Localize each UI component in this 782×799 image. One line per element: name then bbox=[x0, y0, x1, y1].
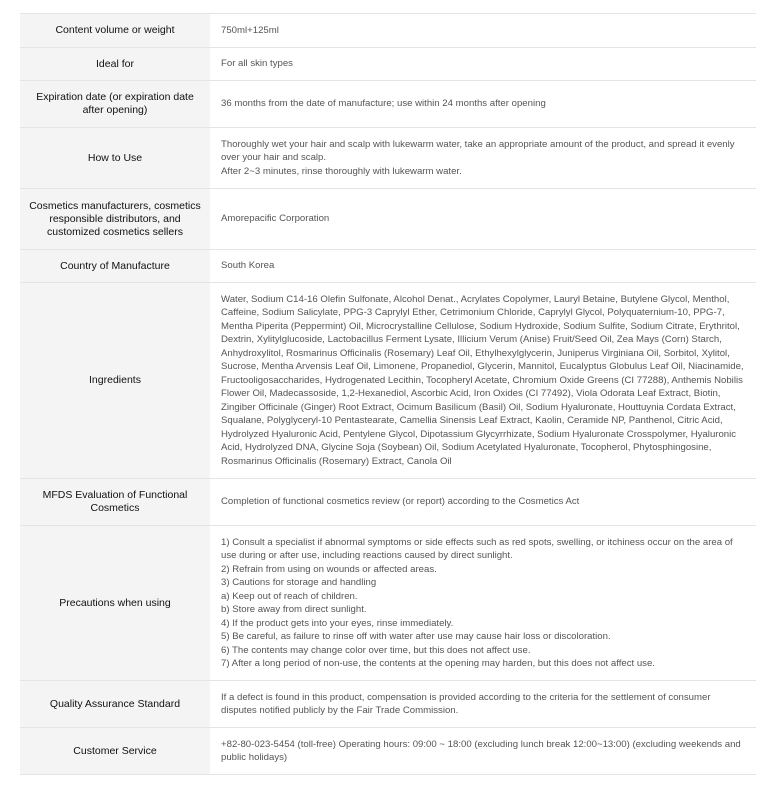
table-row-ideal-for bbox=[20, 48, 756, 81]
value-line: 750ml+125ml bbox=[221, 24, 279, 36]
value-line: Water, Sodium C14-16 Olefin Sulfonate, Alcohol Denat., Acrylates Copolymer, Lauryl Betaine, Butylene Glycol, Menthol, Caffeine, Sodium Salicylate, PPG-3 Caprylyl Ether, Cetrimonium Chloride, Caprylyl Glycol, Polyquaternium-10, PPG-7, Mentha Piperita (Peppermint) Oil, Microcrystalline Cellulose, Sodium Hydroxide, Sodium Sulfite, Sodium Citrate, Erythritol, Dextrin, Xylitylglucoside, Lactobacillus Ferment Lysate, Illicium Verum (Anise) Fruit/Seed Oil, Zea Mays (Corn) Starch, Anhydroxylitol, Rosmarinus Officinalis (Rosemary) Leaf Oil, Ethylhexylglycerin, Juniperus Virginiana Oil, Sorbitol, Xylitol, Sucrose, Mentha Arvensis Leaf Oil, Limonene, Propanediol, Glycerin, Mannitol, Eucalyptus Globulus Leaf Oil, Niacinamide, Fructooligosaccharides, Hydrogenated Lecithin, Tocopheryl Acetate, Chromium Oxide Greens (CI 77288), Anthemis Nobilis Flower Oil, Madecassoside, 1,2-Hexanediol, Ascorbic Acid, Iron Oxides (CI 77492), Viola Odorata Leaf Extract, Biotin, Zingiber Officinale (Ginger) Root Extract, Ocimum Basilicum (Basil) Oil, Sodium Hyaluronate, Houttuynia Cordata Extract, Squalane, Polyglyceryl-10 Pentastearate, Camellia Sinensis Leaf Extract, Kaolin, Ceramide NP, Panthenol, Citric Acid, Hydrolyzed Hyaluronic Acid, Pentylene Glycol, Dipotassium Glycyrrhizate, Sodium Hyaluronate Crosspolymer, Hyaluronic Acid, Hydrolyzed DNA, Glycine Soja (Soybean) Oil, Sodium Acetylated Hyaluronate, Tocopherol, Phytosphingosine, Rosmarinus Officinalis (Rosemary) Extract, Canola Oil bbox=[221, 293, 744, 467]
table-row-customer-service bbox=[20, 728, 756, 775]
row-label-ideal-for: Ideal for bbox=[20, 48, 210, 81]
value-line: South Korea bbox=[221, 260, 275, 272]
table-row-content-volume bbox=[20, 14, 756, 48]
product-info-table bbox=[20, 13, 756, 775]
row-label-mfds-evaluation: MFDS Evaluation of Functional Cosmetics bbox=[20, 479, 210, 526]
row-label-expiration-date: Expiration date (or expiration date after opening) bbox=[20, 81, 210, 128]
table-row-manufacturer bbox=[20, 189, 756, 250]
value-line: For all skin types bbox=[221, 58, 293, 70]
row-label-quality-assurance: Quality Assurance Standard bbox=[20, 681, 210, 728]
table-row-precautions bbox=[20, 526, 756, 681]
row-value-manufacturer bbox=[210, 189, 756, 250]
value-line: Completion of functional cosmetics review (or report) according to the Cosmetics Act bbox=[221, 496, 580, 508]
product-info-table-body bbox=[20, 14, 756, 775]
value-line: b) Store away from direct sunlight. bbox=[221, 604, 367, 615]
row-label-manufacturer: Cosmetics manufacturers, cosmetics responsible distributors, and customized cosmetics sellers bbox=[20, 189, 210, 250]
value-line: Thoroughly wet your hair and scalp with lukewarm water, take an appropriate amount of the product, and spread it evenly over your hair and scalp. bbox=[221, 138, 735, 164]
table-row-expiration-date bbox=[20, 81, 756, 128]
value-line: 7) After a long period of non-use, the contents at the opening may harden, but this does not affect use. bbox=[221, 658, 655, 669]
row-label-precautions: Precautions when using bbox=[20, 526, 210, 681]
table-row-how-to-use bbox=[20, 128, 756, 189]
value-line: 2) Refrain from using on wounds or affected areas. bbox=[221, 563, 437, 575]
value-line: 6) The contents may change color over time, but this does not affect use. bbox=[221, 644, 531, 656]
row-value-ideal-for bbox=[210, 48, 756, 81]
table-row-country-of-manufacture bbox=[20, 250, 756, 283]
row-value-mfds-evaluation bbox=[210, 479, 756, 526]
row-value-precautions bbox=[210, 526, 756, 681]
table-row-mfds-evaluation bbox=[20, 479, 756, 526]
value-line: +82-80-023-5454 (toll-free) Operating hours: 09:00 ~ 18:00 (excluding lunch break 12:00~13:00) (excluding weekends and public holidays) bbox=[221, 738, 741, 763]
value-line: 4) If the product gets into your eyes, rinse immediately. bbox=[221, 617, 454, 629]
value-line: Amorepacific Corporation bbox=[221, 213, 330, 225]
row-value-country-of-manufacture bbox=[210, 250, 756, 283]
row-value-ingredients bbox=[210, 283, 756, 479]
row-label-customer-service: Customer Service bbox=[20, 728, 210, 775]
row-label-ingredients: Ingredients bbox=[20, 283, 210, 479]
value-line: 1) Consult a specialist if abnormal symptoms or side effects such as red spots, swelling, or itchiness occur on the area of use during or after use, including reactions caused by direct sunlight. bbox=[221, 536, 733, 561]
row-value-how-to-use bbox=[210, 128, 756, 189]
row-label-content-volume: Content volume or weight bbox=[20, 14, 210, 48]
value-line: a) Keep out of reach of children. bbox=[221, 590, 358, 602]
value-line: After 2~3 minutes, rinse thoroughly with lukewarm water. bbox=[221, 165, 462, 177]
table-row-quality-assurance bbox=[20, 681, 756, 728]
table-row-ingredients bbox=[20, 283, 756, 479]
row-label-how-to-use: How to Use bbox=[20, 128, 210, 189]
row-value-content-volume bbox=[210, 14, 756, 48]
row-value-customer-service bbox=[210, 728, 756, 775]
value-line: If a defect is found in this product, compensation is provided according to the criteria for the settlement of consumer disputes notified publicly by the Fair Trade Commission. bbox=[221, 691, 711, 716]
value-line: 36 months from the date of manufacture; use within 24 months after opening bbox=[221, 98, 546, 110]
row-value-quality-assurance bbox=[210, 681, 756, 728]
value-line: 3) Cautions for storage and handling bbox=[221, 577, 377, 588]
row-value-expiration-date bbox=[210, 81, 756, 128]
value-line: 5) Be careful, as failure to rinse off with water after use may cause hair loss or discoloration. bbox=[221, 631, 611, 642]
row-label-country-of-manufacture: Country of Manufacture bbox=[20, 250, 210, 283]
